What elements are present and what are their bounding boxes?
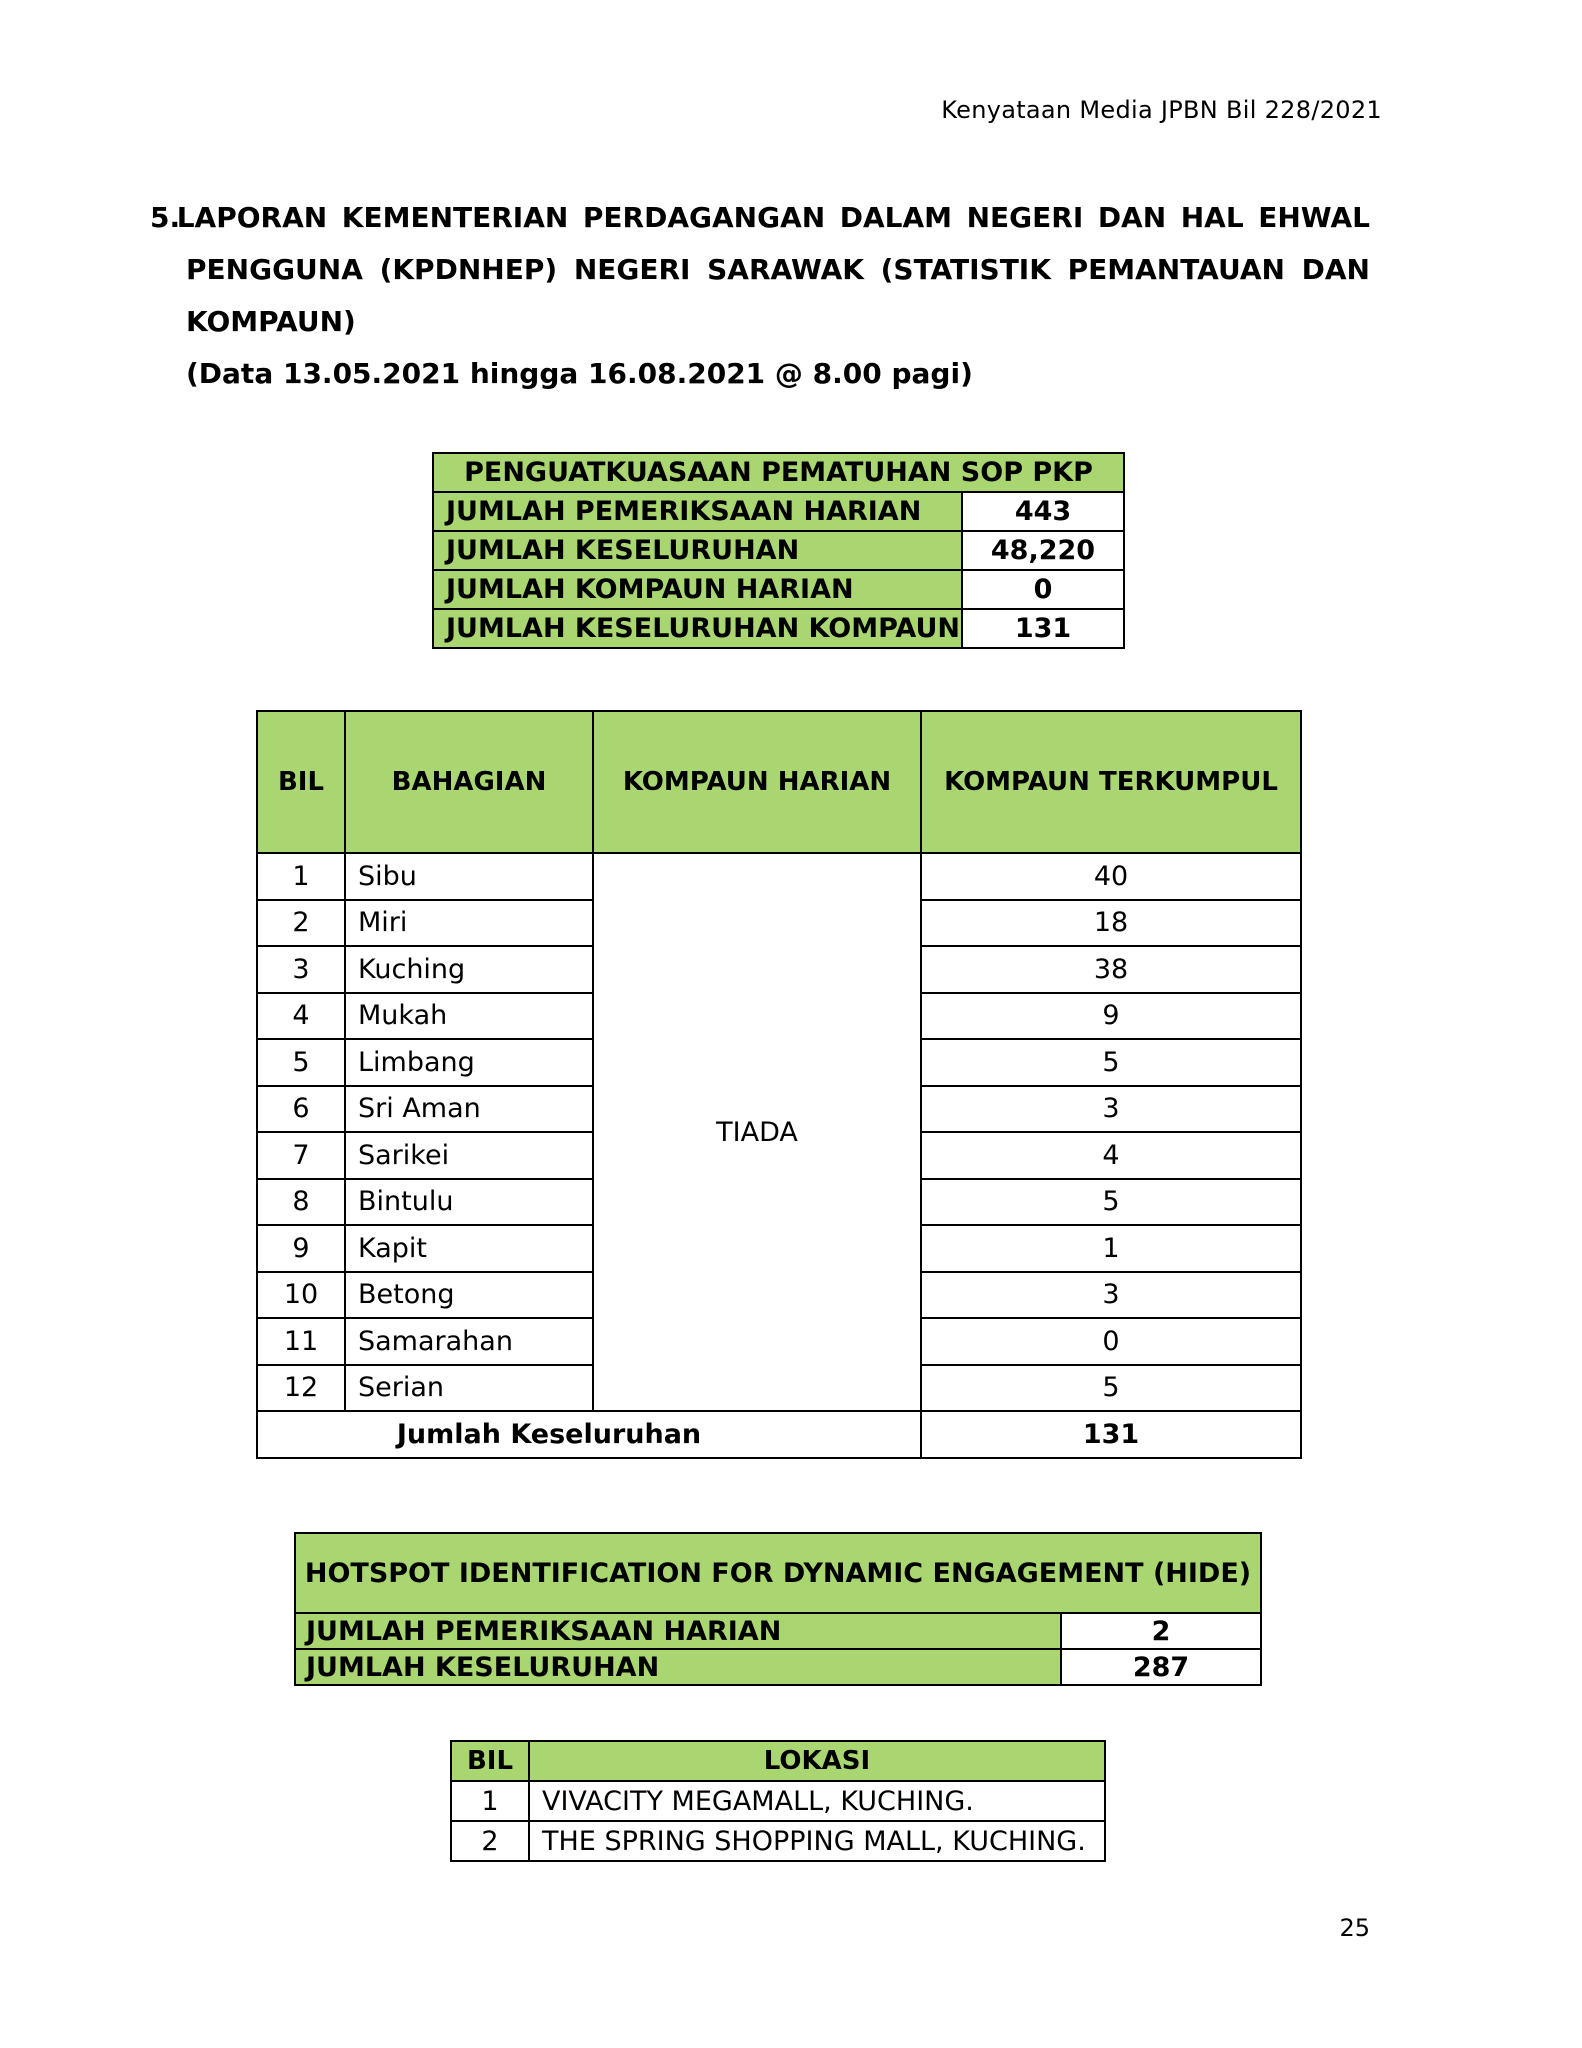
kompaun-terkumpul: 5 xyxy=(921,1179,1301,1226)
section-number: 5. xyxy=(150,201,181,234)
heading-word: PERDAGANGAN xyxy=(582,201,826,234)
total-label: Jumlah Keseluruhan xyxy=(257,1411,921,1458)
row-number: 3 xyxy=(257,946,345,993)
kompaun-terkumpul: 4 xyxy=(921,1132,1301,1179)
kompaun-terkumpul: 18 xyxy=(921,900,1301,947)
row-number: 2 xyxy=(257,900,345,947)
kompaun-terkumpul: 9 xyxy=(921,993,1301,1040)
table-row xyxy=(433,492,1124,531)
heading-line-2 xyxy=(150,244,1370,296)
heading-word: (KPDNHEP) xyxy=(379,253,558,286)
row-number: 5 xyxy=(257,1039,345,1086)
heading-word: KEMENTERIAN xyxy=(341,201,569,234)
kompaun-terkumpul: 3 xyxy=(921,1272,1301,1319)
table-row xyxy=(295,1613,1261,1649)
table-header-row xyxy=(433,453,1124,492)
heading-word: LAPORAN xyxy=(176,201,328,234)
heading-line-3 xyxy=(150,296,1370,348)
column-header-lokasi: LOKASI xyxy=(529,1741,1105,1781)
table-header-row xyxy=(451,1741,1105,1781)
table-row xyxy=(433,570,1124,609)
location-table xyxy=(450,1740,1106,1862)
document-reference: Kenyataan Media JPBN Bil 228/2021 xyxy=(941,96,1382,124)
row-value: 443 xyxy=(962,492,1124,531)
column-header-kompaun-terkumpul: KOMPAUN TERKUMPUL xyxy=(921,711,1301,853)
row-number: 11 xyxy=(257,1318,345,1365)
division-name: Betong xyxy=(345,1272,593,1319)
row-label: JUMLAH KESELURUHAN KOMPAUN xyxy=(433,609,962,648)
row-label: JUMLAH PEMERIKSAAN HARIAN xyxy=(433,492,962,531)
date-range xyxy=(150,348,1370,400)
kompaun-terkumpul: 5 xyxy=(921,1365,1301,1412)
division-name: Samarahan xyxy=(345,1318,593,1365)
row-label: JUMLAH KESELURUHAN xyxy=(295,1649,1061,1685)
heading-word: SARAWAK xyxy=(707,253,864,286)
row-number: 6 xyxy=(257,1086,345,1133)
heading-word: DAN xyxy=(1097,201,1167,234)
table-header-row xyxy=(295,1533,1261,1613)
heading-word: (STATISTIK xyxy=(880,253,1051,286)
division-name: Mukah xyxy=(345,993,593,1040)
kompaun-terkumpul: 5 xyxy=(921,1039,1301,1086)
row-number: 9 xyxy=(257,1225,345,1272)
division-name: Kapit xyxy=(345,1225,593,1272)
row-number: 4 xyxy=(257,993,345,1040)
division-name: Limbang xyxy=(345,1039,593,1086)
table-row xyxy=(257,853,1301,900)
date-range-text: (Data 13.05.2021 hingga 16.08.2021 @ 8.00 pagi) xyxy=(186,357,973,390)
row-number: 12 xyxy=(257,1365,345,1412)
page-number: 25 xyxy=(1339,1914,1370,1942)
kompaun-terkumpul: 3 xyxy=(921,1086,1301,1133)
table-row xyxy=(451,1781,1105,1821)
row-number: 10 xyxy=(257,1272,345,1319)
row-value: 131 xyxy=(962,609,1124,648)
division-name: Sibu xyxy=(345,853,593,900)
row-number: 8 xyxy=(257,1179,345,1226)
total-value: 131 xyxy=(921,1411,1301,1458)
location-name: VIVACITY MEGAMALL, KUCHING. xyxy=(529,1781,1105,1821)
kompaun-terkumpul: 0 xyxy=(921,1318,1301,1365)
table-row xyxy=(433,531,1124,570)
section-heading xyxy=(150,192,1370,400)
table-row xyxy=(451,1821,1105,1861)
division-name: Miri xyxy=(345,900,593,947)
division-name: Serian xyxy=(345,1365,593,1412)
row-number: 1 xyxy=(257,853,345,900)
hide-table xyxy=(294,1532,1262,1686)
row-value: 2 xyxy=(1061,1613,1261,1649)
table-title: PENGUATKUASAAN PEMATUHAN SOP PKP xyxy=(433,453,1124,492)
column-header-bil: BIL xyxy=(451,1741,529,1781)
division-name: Sarikei xyxy=(345,1132,593,1179)
heading-word: NEGERI xyxy=(966,201,1084,234)
row-label: JUMLAH KOMPAUN HARIAN xyxy=(433,570,962,609)
column-header-kompaun-harian: KOMPAUN HARIAN xyxy=(593,711,921,853)
heading-word: HAL xyxy=(1180,201,1244,234)
row-number: 2 xyxy=(451,1821,529,1861)
heading-word: KOMPAUN) xyxy=(186,305,356,338)
heading-word: DAN xyxy=(1301,253,1370,286)
heading-word: EHWAL xyxy=(1258,201,1370,234)
heading-word: PENGGUNA xyxy=(186,253,363,286)
row-number: 7 xyxy=(257,1132,345,1179)
kompaun-harian-merged: TIADA xyxy=(593,853,921,1411)
row-value: 287 xyxy=(1061,1649,1261,1685)
row-label: JUMLAH KESELURUHAN xyxy=(433,531,962,570)
kompaun-terkumpul: 40 xyxy=(921,853,1301,900)
table-header-row xyxy=(257,711,1301,853)
division-name: Kuching xyxy=(345,946,593,993)
row-number: 1 xyxy=(451,1781,529,1821)
heading-line-1 xyxy=(150,192,1370,244)
table-row xyxy=(295,1649,1261,1685)
table-title: HOTSPOT IDENTIFICATION FOR DYNAMIC ENGAGEMENT (HIDE) xyxy=(295,1533,1261,1613)
kompaun-terkumpul: 38 xyxy=(921,946,1301,993)
heading-word: PEMANTAUAN xyxy=(1067,253,1285,286)
row-value: 48,220 xyxy=(962,531,1124,570)
division-name: Bintulu xyxy=(345,1179,593,1226)
kompaun-terkumpul: 1 xyxy=(921,1225,1301,1272)
sop-enforcement-table xyxy=(432,452,1125,649)
column-header-bil: BIL xyxy=(257,711,345,853)
column-header-bahagian: BAHAGIAN xyxy=(345,711,593,853)
heading-word: DALAM xyxy=(839,201,953,234)
location-name: THE SPRING SHOPPING MALL, KUCHING. xyxy=(529,1821,1105,1861)
heading-word: NEGERI xyxy=(573,253,691,286)
row-label: JUMLAH PEMERIKSAAN HARIAN xyxy=(295,1613,1061,1649)
division-name: Sri Aman xyxy=(345,1086,593,1133)
table-total-row xyxy=(257,1411,1301,1458)
row-value: 0 xyxy=(962,570,1124,609)
division-compound-table xyxy=(256,710,1302,1459)
table-row xyxy=(433,609,1124,648)
